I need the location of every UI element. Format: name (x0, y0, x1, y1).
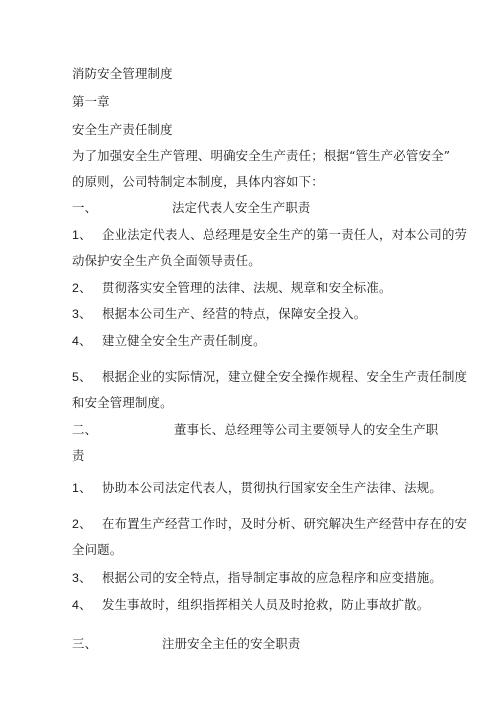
chapter-heading: 第一章 (72, 94, 110, 109)
section-title: 董事长、总经理等公司主要领导人的安全生产职 (174, 422, 439, 437)
item-number: 2、 (72, 517, 92, 531)
list-item-continuation: 全问题。 (72, 542, 123, 557)
section-heading-1 (72, 200, 311, 216)
item-text: 根据公司的安全特点，指导制定事故的应急程序和应变措施。 (102, 570, 442, 585)
document-title: 消防安全管理制度 (72, 66, 173, 81)
section-title: 法定代表人安全生产职责 (172, 200, 311, 215)
item-text: 协助本公司法定代表人，贯彻执行国家安全生产法律、法规。 (102, 480, 442, 495)
section-number: 一、 (72, 200, 98, 215)
item-text: 企业法定代表人、总经理是安全生产的第一责任人，对本公司的劳 (102, 227, 468, 242)
intro-paragraph-line-1: 为了加强安全生产管理、明确安全生产责任；根据“管生产必管安全” (72, 148, 451, 163)
list-item (72, 369, 467, 385)
section-title: 注册安全主任的安全职责 (162, 636, 301, 651)
item-text: 在布置生产经营工作时，及时分析、研究解决生产经营中存在的安 (102, 516, 468, 531)
item-number: 3、 (72, 571, 92, 585)
item-text: 根据本公司生产、经营的特点，保障安全投入。 (102, 306, 367, 321)
section-number: 三、 (72, 636, 98, 651)
item-text: 贯彻落实安全管理的法律、法规、规章和安全标准。 (102, 280, 392, 295)
section-title-continuation: 责 (72, 448, 85, 463)
item-number: 2、 (72, 281, 92, 295)
item-number: 4、 (72, 334, 92, 348)
list-item (72, 597, 429, 613)
item-number: 3、 (72, 307, 92, 321)
item-number: 5、 (72, 370, 92, 384)
list-item (72, 333, 266, 349)
item-number: 1、 (72, 481, 92, 495)
section-heading-3 (72, 636, 301, 652)
chapter-title: 安全生产责任制度 (72, 122, 173, 137)
section-heading-2 (72, 422, 438, 438)
list-item-continuation: 和安全管理制度。 (72, 395, 173, 410)
item-text: 发生事故时，组织指挥相关人员及时抢救，防止事故扩散。 (102, 597, 430, 612)
item-text: 根据企业的实际情况，建立健全安全操作规程、安全生产责任制度 (102, 369, 468, 384)
item-text: 建立健全安全生产责任制度。 (102, 333, 266, 348)
list-item (72, 280, 392, 296)
list-item (72, 516, 467, 532)
list-item-continuation: 动保护安全生产负全面领导责任。 (72, 253, 261, 268)
section-number: 二、 (72, 422, 98, 437)
item-number: 1、 (72, 228, 92, 242)
list-item (72, 570, 442, 586)
list-item (72, 227, 467, 243)
intro-paragraph-line-2: 的原则，公司特制定本制度，具体内容如下： (72, 174, 324, 189)
list-item (72, 480, 442, 496)
item-number: 4、 (72, 598, 92, 612)
list-item (72, 306, 366, 322)
